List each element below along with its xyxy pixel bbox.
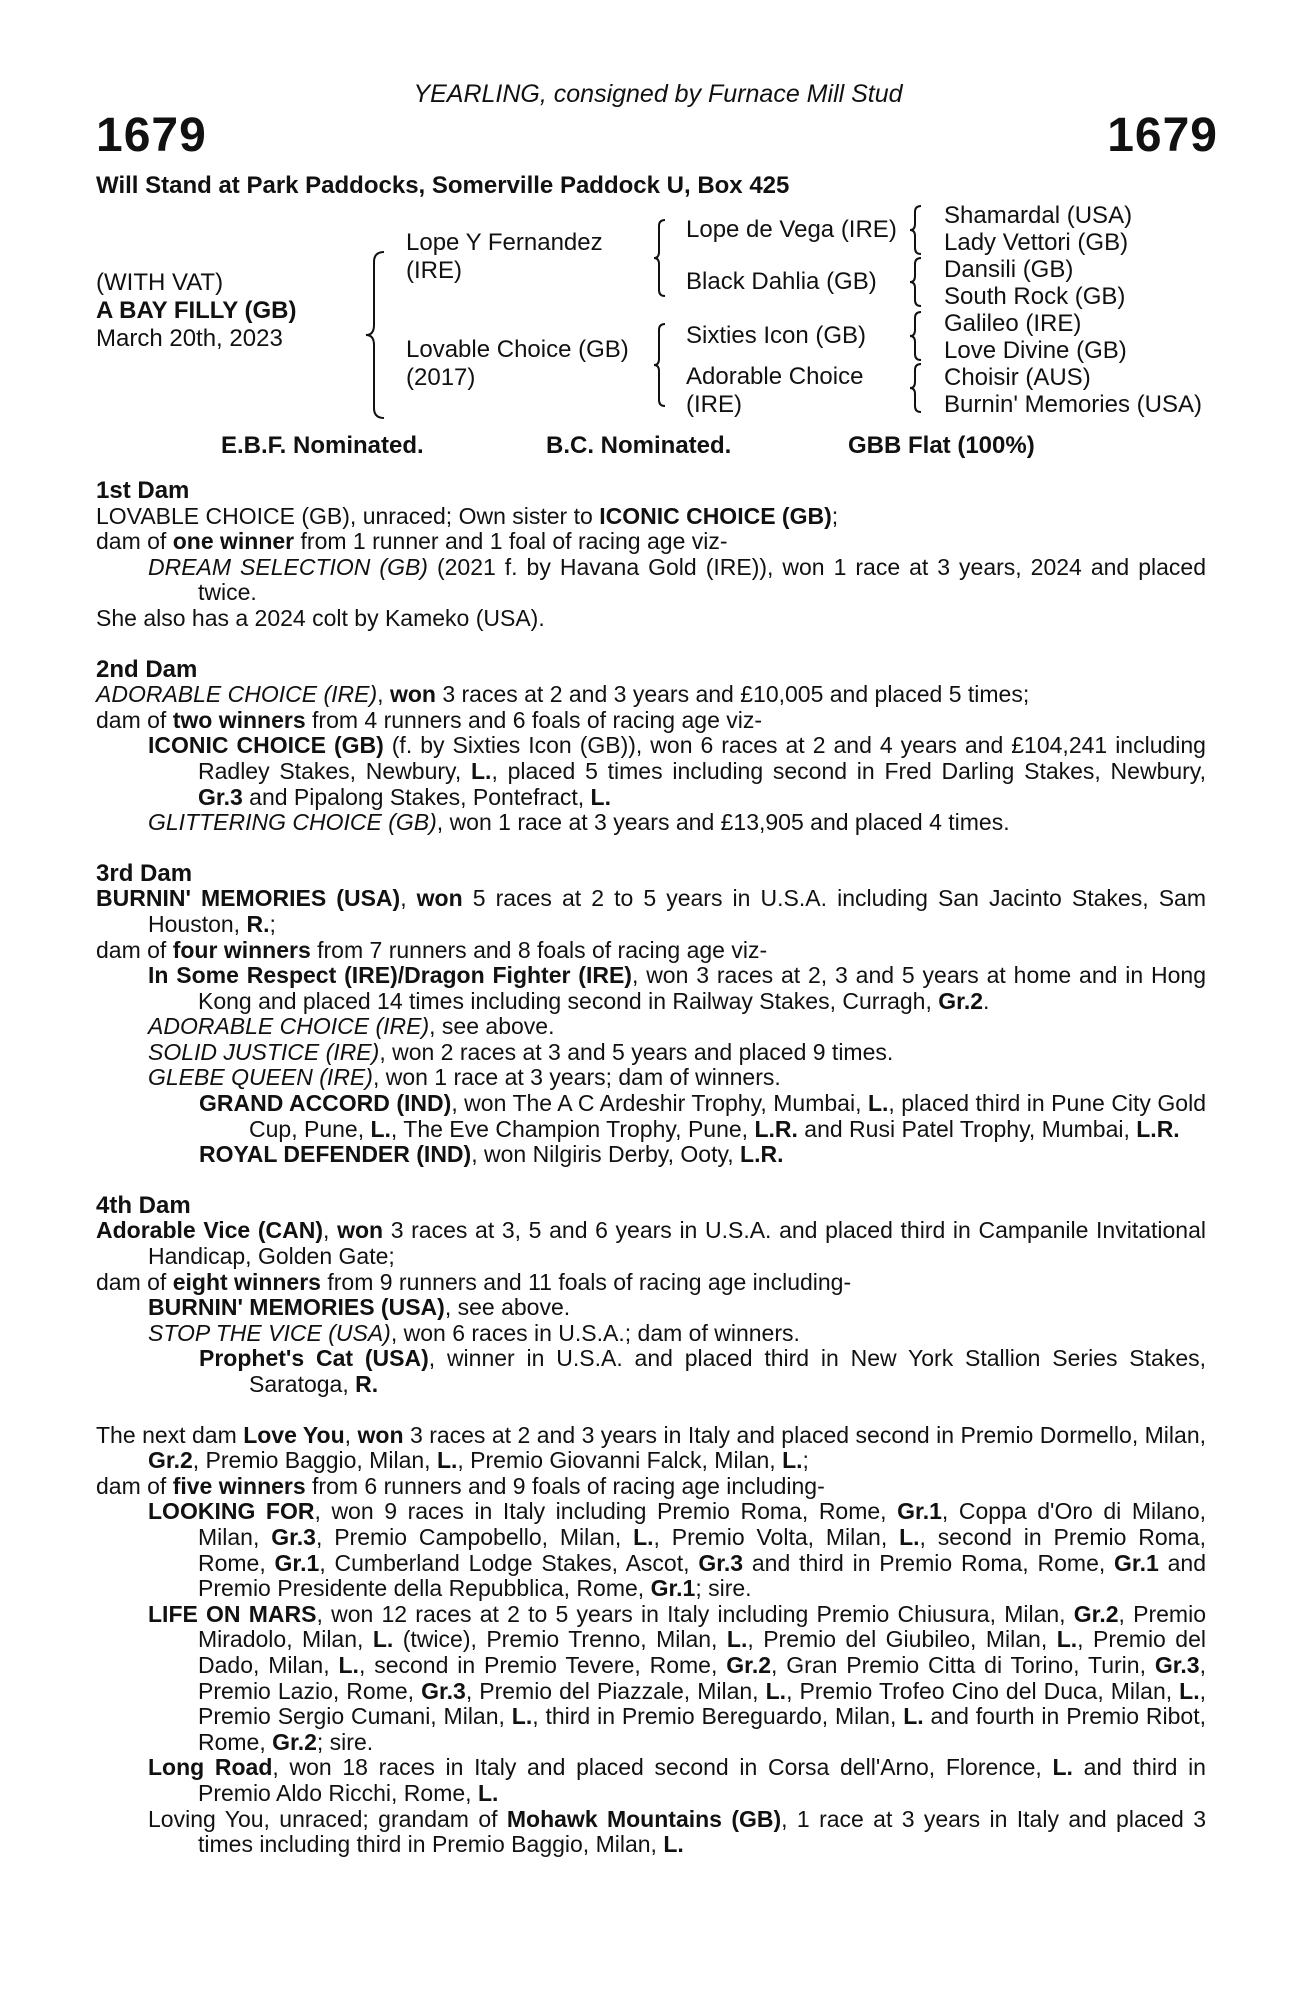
bc-nominated: B.C. Nominated. [546, 432, 732, 459]
sire-sire: Lope de Vega (IRE) [686, 216, 897, 243]
vat-note: (WITH VAT) [96, 269, 224, 296]
lot-number-right: 1679 [1107, 109, 1218, 162]
sire-country: (IRE) [406, 257, 462, 284]
second-dam-line: ADORABLE CHOICE (IRE), won 3 races at 2 and 3 years and £10,005 and placed 5 times; [96, 681, 1030, 708]
sire-name: Lope Y Fernandez [406, 229, 603, 256]
first-dam-heading: 1st Dam [96, 477, 190, 504]
ebf-nominated: E.B.F. Nominated. [221, 432, 424, 459]
third-dam-produce-1: In Some Respect (IRE)/Dragon Fighter (IRE), won 3 races at 2, 3 and 5 years at home and in Hong Kong and placed 14 times including second in Railway Stakes, Curragh, Gr.2. [148, 962, 1206, 1014]
third-dam-line: BURNIN' MEMORIES (USA), won 5 races at 2 to 5 years in U.S.A. including San Jacinto Stakes, Sam Houston, R.; [96, 885, 1206, 937]
dss: Galileo (IRE) [944, 310, 1082, 337]
sss: Shamardal (USA) [944, 202, 1133, 229]
next-dam-produce-long-road: Long Road, won 18 races in Italy and placed second in Corsa dell'Arno, Florence, L. and third in Premio Aldo Ricchi, Rome, L. [148, 1754, 1206, 1806]
pedigree-brace-main [364, 250, 388, 420]
next-dam-produce-loving-you: Loving You, unraced; grandam of Mohawk Mountains (GB), 1 race at 3 years in Italy and placed 3 times including third in Premio Baggio, Milan, L. [148, 1805, 1206, 1858]
dsd: Love Divine (GB) [944, 337, 1127, 364]
fourth-dam-produce-summary: dam of eight winners from 9 runners and 11 foals of racing age including- [96, 1268, 852, 1295]
ssd: Lady Vettori (GB) [944, 229, 1129, 256]
third-dam-heading: 3rd Dam [96, 859, 193, 887]
pedigree-brace-ss [908, 204, 924, 256]
fourth-dam-grandproduce-1: Prophet's Cat (USA), winner in U.S.A. and placed third in New York Stallion Series Stakes, Saratoga, R. [199, 1345, 1206, 1397]
third-dam-produce-2: ADORABLE CHOICE (IRE), see above. [148, 1013, 555, 1040]
horse-name: A BAY FILLY (GB) [96, 297, 297, 324]
catalogue-body [96, 478, 1206, 1858]
pedigree-brace-dd [908, 362, 924, 414]
fourth-dam-produce-2: STOP THE VICE (USA), won 6 races in U.S.A.; dam of winners. [148, 1319, 800, 1346]
dam-name: Lovable Choice (GB) [406, 336, 629, 363]
dam-dam-name: Adorable Choice [686, 363, 864, 390]
first-dam-note: She also has a 2024 colt by Kameko (USA). [96, 604, 545, 631]
sire-dam: Black Dahlia (GB) [686, 268, 877, 295]
second-dam-produce-1: ICONIC CHOICE (GB) (f. by Sixties Icon (GB)), won 6 races at 2 and 4 years and £104,241 including Radley Stakes, Newbury, L., placed 5 times including second in Fred Darling Stakes, Newbury, Gr.3 and Pipalong Stakes, Pontefract, L. [148, 732, 1206, 810]
sdd: South Rock (GB) [944, 283, 1126, 310]
third-dam-produce-3: SOLID JUSTICE (IRE), won 2 races at 3 and 5 years and placed 9 times. [148, 1038, 894, 1065]
fourth-dam-line: Adorable Vice (CAN), won 3 races at 3, 5 and 6 years in U.S.A. and placed third in Campanile Invitational Handicap, Golden Gate; [96, 1217, 1207, 1270]
first-dam-line: LOVABLE CHOICE (GB), unraced; Own sister to ICONIC CHOICE (GB); [96, 502, 839, 529]
stand-location: Will Stand at Park Paddocks, Somerville Paddock U, Box 425 [96, 172, 790, 199]
sds: Dansili (GB) [944, 256, 1074, 283]
pedigree-brace-ds [908, 310, 924, 362]
dam-dam-country: (IRE) [686, 391, 742, 418]
foaling-date: March 20th, 2023 [96, 325, 283, 352]
pedigree-brace-sire [652, 218, 668, 298]
fourth-dam-produce-1: BURNIN' MEMORIES (USA), see above. [148, 1294, 571, 1321]
dds: Choisir (AUS) [944, 364, 1091, 391]
ddd: Burnin' Memories (USA) [944, 391, 1202, 418]
first-dam-produce-summary: dam of one winner from 1 runner and 1 foal of racing age viz- [96, 528, 728, 555]
second-dam-produce-2: GLITTERING CHOICE (GB), won 1 race at 3 years and £13,905 and placed 4 times. [148, 809, 1010, 836]
third-dam-produce-4: GLEBE QUEEN (IRE), won 1 race at 3 years; dam of winners. [148, 1064, 781, 1091]
first-dam-produce-1: DREAM SELECTION (GB) (2021 f. by Havana Gold (IRE)), won 1 race at 3 years, 2024 and placed twice. [148, 553, 1206, 606]
next-dam-line: The next dam Love You, won 3 races at 2 and 3 years in Italy and placed second in Premio Dormello, Milan, Gr.2, Premio Baggio, Milan, L., Premio Giovanni Falck, Milan, L.; [96, 1421, 1207, 1474]
third-dam-grandproduce-1: GRAND ACCORD (IND), won The A C Ardeshir Trophy, Mumbai, L., placed third in Pune City Gold Cup, Pune, L., The Eve Champion Trophy, Pune, L.R. and Rusi Patel Trophy, Mumbai, L.R. [199, 1090, 1206, 1142]
lot-number-left: 1679 [96, 109, 207, 162]
pedigree-brace-dam [652, 322, 668, 408]
second-dam-heading: 2nd Dam [96, 655, 198, 683]
next-dam-produce-summary: dam of five winners from 6 runners and 9 foals of racing age including- [96, 1472, 825, 1499]
dam-sire: Sixties Icon (GB) [686, 322, 867, 349]
next-dam-produce-life-on-mars: LIFE ON MARS, won 12 races at 2 to 5 years in Italy including Premio Chiusura, Milan, Gr.2, Premio Miradolo, Milan, L. (twice), Premio Trenno, Milan, L., Premio del Giubileo, Milan, L., Premio del Dado, Milan, L., second in Premio Tevere, Rome, Gr.2, Gran Premio Citta di Torino, Turin, Gr.3, Premio Lazio, Rome, Gr.3, Premio del Piazzale, Milan, L., Premio Trofeo Cino del Duca, Milan, L., Premio Sergio Cumani, Milan, L., third in Premio Bereguardo, Milan, L. and fourth in Premio Ribot, Rome, Gr.2; sire. [148, 1600, 1207, 1755]
third-dam-produce-summary: dam of four winners from 7 runners and 8 foals of racing age viz- [96, 936, 768, 963]
gbb-flat: GBB Flat (100%) [848, 432, 1035, 459]
second-dam-produce-summary: dam of two winners from 4 runners and 6 foals of racing age viz- [96, 706, 763, 733]
third-dam-grandproduce-2: ROYAL DEFENDER (IND), won Nilgiris Derby, Ooty, L.R. [199, 1141, 784, 1168]
dam-year: (2017) [406, 364, 476, 391]
consignor-line: YEARLING, consigned by Furnace Mill Stud [413, 80, 903, 108]
next-dam-produce-looking-for: LOOKING FOR, won 9 races in Italy including Premio Roma, Rome, Gr.1, Coppa d'Oro di Milano, Milan, Gr.3, Premio Campobello, Milan, L., Premio Volta, Milan, L., second in Premio Roma, Rome, Gr.1, Cumberland Lodge Stakes, Ascot, Gr.3 and third in Premio Roma, Rome, Gr.1 and Premio Presidente della Repubblica, Rome, Gr.1; sire. [148, 1498, 1206, 1602]
pedigree-brace-sd [908, 256, 924, 308]
fourth-dam-heading: 4th Dam [96, 1191, 191, 1219]
